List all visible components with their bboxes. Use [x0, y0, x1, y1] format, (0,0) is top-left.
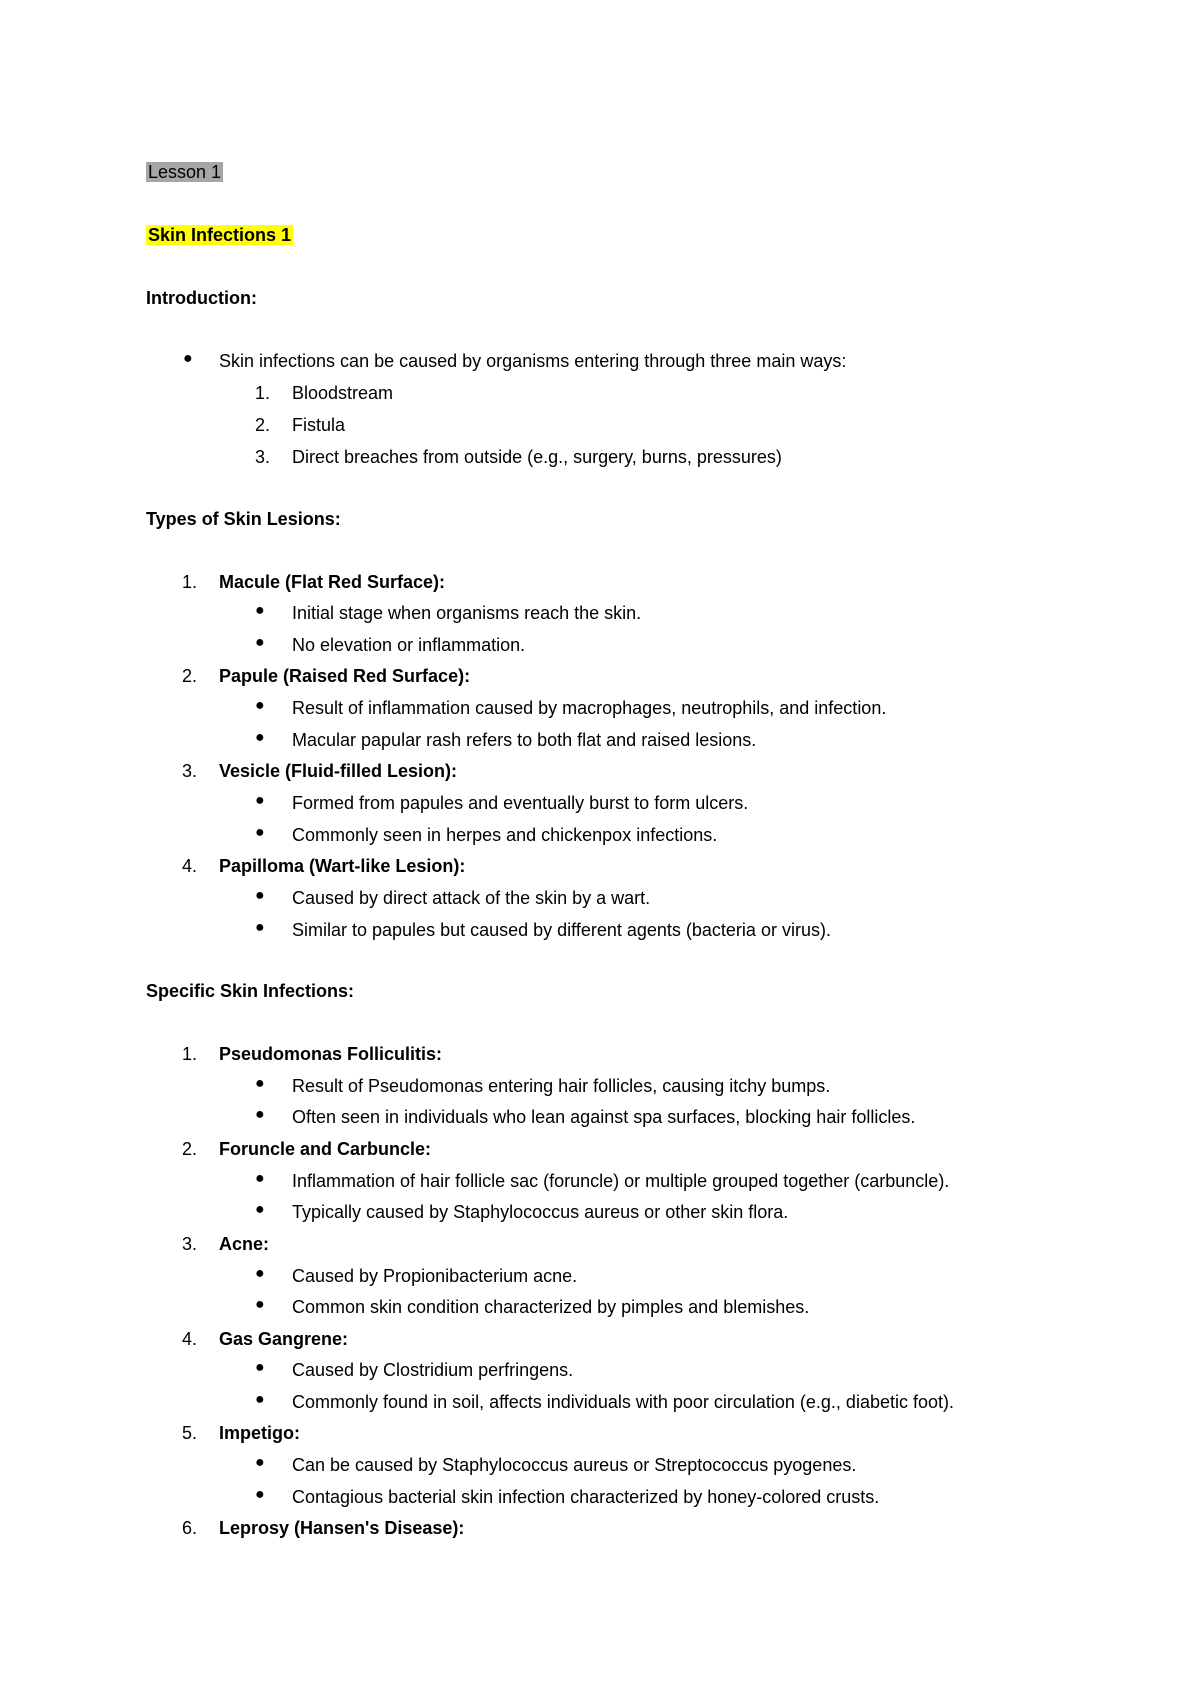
bullet-icon: ● [255, 602, 265, 619]
list-number: 1. [254, 383, 270, 403]
infection-point [0, 1169, 1200, 1193]
lesion-point [0, 728, 1200, 752]
list-item-text: Direct breaches from outside (e.g., surgery, burns, pressures) [292, 447, 782, 467]
bullet-icon: ● [255, 1296, 265, 1313]
list-number: 2. [181, 666, 197, 686]
list-number: 1. [181, 572, 197, 592]
bullet-icon: ● [255, 1391, 265, 1408]
infection-point-text: Inflammation of hair follicle sac (foruncle) or multiple grouped together (carbuncle). [292, 1171, 950, 1191]
lesson-label-text: Lesson 1 [148, 162, 222, 182]
list-number: 3. [254, 447, 270, 467]
infection-point-text: Caused by Clostridium perfringens. [292, 1360, 574, 1380]
infection-title: Acne: [219, 1234, 270, 1254]
lesion-item [0, 664, 1200, 688]
bullet-icon: ● [255, 1075, 265, 1092]
infection-point [0, 1264, 1200, 1288]
infection-point [0, 1074, 1200, 1098]
list-number: 4. [181, 1329, 197, 1349]
lesion-point-text: No elevation or inflammation. [292, 635, 526, 655]
infection-point [0, 1485, 1200, 1509]
infections-heading: Specific Skin Infections: [146, 981, 355, 1001]
lesion-item [0, 854, 1200, 878]
infection-title: Gas Gangrene: [219, 1329, 349, 1349]
infection-point-text: Result of Pseudomonas entering hair follicles, causing itchy bumps. [292, 1076, 831, 1096]
introduction-heading: Introduction: [146, 288, 257, 308]
lesion-point [0, 601, 1200, 625]
lesion-point [0, 633, 1200, 657]
bullet-icon: ● [255, 919, 265, 936]
infection-point [0, 1200, 1200, 1224]
bullet-icon: ● [255, 1486, 265, 1503]
list-number: 5. [181, 1423, 197, 1443]
topic-title-text: Skin Infections 1 [148, 225, 292, 245]
infection-point-text: Often seen in individuals who lean against spa surfaces, blocking hair follicles. [292, 1107, 916, 1127]
infection-point [0, 1105, 1200, 1129]
bullet-icon: ● [255, 1359, 265, 1376]
infection-item [0, 1137, 1200, 1161]
list-item [0, 445, 1200, 469]
infection-point-text: Can be caused by Staphylococcus aureus or Streptococcus pyogenes. [292, 1455, 857, 1475]
bullet-icon: ● [255, 697, 265, 714]
list-number: 6. [181, 1518, 197, 1538]
lesion-point-text: Initial stage when organisms reach the skin. [292, 603, 642, 623]
infection-point-text: Commonly found in soil, affects individuals with poor circulation (e.g., diabetic foot). [292, 1392, 954, 1412]
infection-point-text: Caused by Propionibacterium acne. [292, 1266, 578, 1286]
list-number: 3. [181, 761, 197, 781]
infection-point-text: Typically caused by Staphylococcus aureus or other skin flora. [292, 1202, 789, 1222]
infection-item [0, 1042, 1200, 1066]
list-item-text: Bloodstream [292, 383, 394, 403]
bullet-icon: ● [255, 1106, 265, 1123]
lesion-point [0, 696, 1200, 720]
infection-item [0, 1327, 1200, 1351]
lesion-point [0, 791, 1200, 815]
bullet-icon: ● [255, 792, 265, 809]
list-number: 4. [181, 856, 197, 876]
lesion-point-text: Caused by direct attack of the skin by a wart. [292, 888, 651, 908]
lesion-point-text: Result of inflammation caused by macrophages, neutrophils, and infection. [292, 698, 887, 718]
infection-point-text: Common skin condition characterized by pimples and blemishes. [292, 1297, 810, 1317]
introduction-bullet [0, 349, 1200, 373]
lesson-label [146, 160, 223, 184]
lesion-point [0, 823, 1200, 847]
infection-item [0, 1516, 1200, 1540]
lesion-title: Papule (Raised Red Surface): [219, 666, 471, 686]
infection-title: Pseudomonas Folliculitis: [219, 1044, 443, 1064]
bullet-icon: ● [255, 824, 265, 841]
lesion-title: Macule (Flat Red Surface): [219, 572, 446, 592]
infection-item [0, 1232, 1200, 1256]
infection-point [0, 1358, 1200, 1382]
bullet-icon: ● [255, 1265, 265, 1282]
lesion-title: Vesicle (Fluid-filled Lesion): [219, 761, 458, 781]
list-item [0, 381, 1200, 405]
lesion-item [0, 570, 1200, 594]
lesion-point-text: Similar to papules but caused by different agents (bacteria or virus). [292, 920, 831, 940]
infection-title: Foruncle and Carbuncle: [219, 1139, 432, 1159]
list-number: 2. [254, 415, 270, 435]
bullet-icon: ● [255, 1201, 265, 1218]
bullet-icon: ● [255, 887, 265, 904]
bullet-icon: ● [255, 634, 265, 651]
infection-point [0, 1295, 1200, 1319]
introduction-bullet-text: Skin infections can be caused by organisms entering through three main ways: [219, 351, 847, 371]
list-number: 1. [181, 1044, 197, 1064]
infection-item [0, 1421, 1200, 1445]
bullet-icon: ● [255, 1170, 265, 1187]
lesion-item [0, 759, 1200, 783]
infection-point [0, 1390, 1200, 1414]
list-item [0, 413, 1200, 437]
lesion-point-text: Macular papular rash refers to both flat and raised lesions. [292, 730, 757, 750]
lesion-point [0, 886, 1200, 910]
bullet-icon: ● [183, 350, 193, 367]
lesion-point-text: Formed from papules and eventually burst to form ulcers. [292, 793, 749, 813]
list-item-text: Fistula [292, 415, 346, 435]
lesions-heading: Types of Skin Lesions: [146, 509, 341, 529]
topic-title [146, 223, 293, 247]
lesion-title: Papilloma (Wart-like Lesion): [219, 856, 466, 876]
list-number: 3. [181, 1234, 197, 1254]
infection-point [0, 1453, 1200, 1477]
lesion-point [0, 918, 1200, 942]
infection-title: Leprosy (Hansen's Disease): [219, 1518, 465, 1538]
infection-title: Impetigo: [219, 1423, 300, 1443]
infection-point-text: Contagious bacterial skin infection characterized by honey-colored crusts. [292, 1487, 880, 1507]
lesion-point-text: Commonly seen in herpes and chickenpox infections. [292, 825, 718, 845]
bullet-icon: ● [255, 729, 265, 746]
list-number: 2. [181, 1139, 197, 1159]
bullet-icon: ● [255, 1454, 265, 1471]
